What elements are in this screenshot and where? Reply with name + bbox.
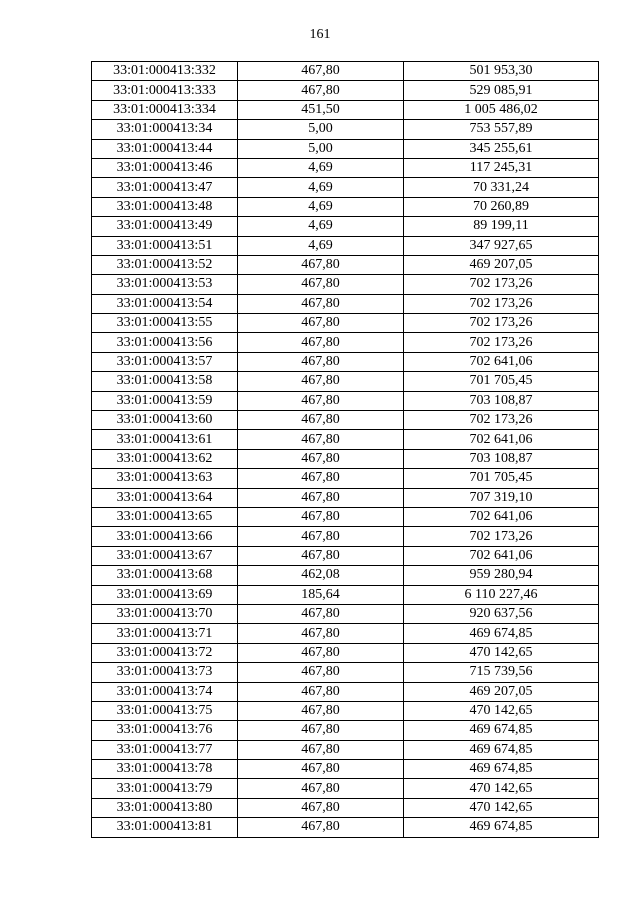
cadastral-value-cell: 469 207,05: [404, 682, 599, 701]
area-cell: 467,80: [238, 372, 404, 391]
table-row: [92, 430, 599, 449]
table-row: [92, 449, 599, 468]
cadastral-number-cell: 33:01:000413:67: [92, 546, 238, 565]
cadastral-value-cell: 702 173,26: [404, 314, 599, 333]
cadastral-number-cell: 33:01:000413:56: [92, 333, 238, 352]
cadastral-number-cell: 33:01:000413:61: [92, 430, 238, 449]
table-row: [92, 158, 599, 177]
area-cell: 4,69: [238, 158, 404, 177]
area-cell: 185,64: [238, 585, 404, 604]
cadastral-number-cell: 33:01:000413:68: [92, 566, 238, 585]
cadastral-value-cell: 959 280,94: [404, 566, 599, 585]
table-row: [92, 120, 599, 139]
cadastral-number-cell: 33:01:000413:73: [92, 663, 238, 682]
area-cell: 467,80: [238, 740, 404, 759]
area-cell: 5,00: [238, 120, 404, 139]
cadastral-number-cell: 33:01:000413:62: [92, 449, 238, 468]
table-row: [92, 62, 599, 81]
cadastral-number-cell: 33:01:000413:80: [92, 798, 238, 817]
area-cell: 451,50: [238, 100, 404, 119]
table-row: [92, 255, 599, 274]
cadastral-number-cell: 33:01:000413:66: [92, 527, 238, 546]
cadastral-value-cell: 701 705,45: [404, 469, 599, 488]
table-row: [92, 81, 599, 100]
table-row: [92, 566, 599, 585]
cadastral-number-cell: 33:01:000413:72: [92, 643, 238, 662]
cadastral-number-cell: 33:01:000413:51: [92, 236, 238, 255]
cadastral-value-cell: 702 173,26: [404, 411, 599, 430]
area-cell: 467,80: [238, 507, 404, 526]
cadastral-number-cell: 33:01:000413:55: [92, 314, 238, 333]
cadastral-value-cell: 702 173,26: [404, 527, 599, 546]
table-row: [92, 818, 599, 837]
cadastral-number-cell: 33:01:000413:64: [92, 488, 238, 507]
table-row: [92, 604, 599, 623]
table-row: [92, 740, 599, 759]
table-row: [92, 624, 599, 643]
area-cell: 467,80: [238, 411, 404, 430]
table-row: [92, 178, 599, 197]
cadastral-value-cell: 715 739,56: [404, 663, 599, 682]
page-number: 161: [309, 27, 331, 42]
area-cell: 467,80: [238, 624, 404, 643]
cadastral-number-cell: 33:01:000413:334: [92, 100, 238, 119]
table-row: [92, 585, 599, 604]
table-row: [92, 546, 599, 565]
cadastral-value-cell: 347 927,65: [404, 236, 599, 255]
table-row: [92, 391, 599, 410]
area-cell: 467,80: [238, 701, 404, 720]
table-row: [92, 352, 599, 371]
table-row: [92, 275, 599, 294]
area-cell: 467,80: [238, 352, 404, 371]
area-cell: 467,80: [238, 294, 404, 313]
cadastral-number-cell: 33:01:000413:77: [92, 740, 238, 759]
table-row: [92, 488, 599, 507]
cadastral-number-cell: 33:01:000413:78: [92, 760, 238, 779]
cadastral-number-cell: 33:01:000413:76: [92, 721, 238, 740]
area-cell: 462,08: [238, 566, 404, 585]
cadastral-number-cell: 33:01:000413:48: [92, 197, 238, 216]
cadastral-value-cell: 702 173,26: [404, 294, 599, 313]
cadastral-value-cell: 701 705,45: [404, 372, 599, 391]
table-row: [92, 507, 599, 526]
cadastral-number-cell: 33:01:000413:60: [92, 411, 238, 430]
cadastral-value-cell: 469 674,85: [404, 740, 599, 759]
cadastral-value-cell: 470 142,65: [404, 701, 599, 720]
area-cell: 4,69: [238, 197, 404, 216]
cadastral-number-cell: 33:01:000413:49: [92, 217, 238, 236]
cadastral-number-cell: 33:01:000413:52: [92, 255, 238, 274]
area-cell: 467,80: [238, 779, 404, 798]
cadastral-value-cell: 501 953,30: [404, 62, 599, 81]
cadastral-number-cell: 33:01:000413:75: [92, 701, 238, 720]
table-row: [92, 333, 599, 352]
cadastral-value-cell: 117 245,31: [404, 158, 599, 177]
cadastral-value-cell: 529 085,91: [404, 81, 599, 100]
cadastral-value-cell: 469 207,05: [404, 255, 599, 274]
cadastral-value-cell: 1 005 486,02: [404, 100, 599, 119]
cadastral-value-cell: 89 199,11: [404, 217, 599, 236]
cadastral-value-cell: 70 331,24: [404, 178, 599, 197]
cadastral-value-cell: 469 674,85: [404, 624, 599, 643]
table-row: [92, 779, 599, 798]
area-cell: 467,80: [238, 663, 404, 682]
area-cell: 5,00: [238, 139, 404, 158]
table-row: [92, 643, 599, 662]
cadastral-number-cell: 33:01:000413:69: [92, 585, 238, 604]
cadastral-number-cell: 33:01:000413:65: [92, 507, 238, 526]
area-cell: 467,80: [238, 643, 404, 662]
cadastral-number-cell: 33:01:000413:34: [92, 120, 238, 139]
table-row: [92, 721, 599, 740]
cadastral-value-cell: 469 674,85: [404, 818, 599, 837]
area-cell: 467,80: [238, 275, 404, 294]
cadastral-value-cell: 920 637,56: [404, 604, 599, 623]
area-cell: 467,80: [238, 391, 404, 410]
cadastral-value-cell: 470 142,65: [404, 779, 599, 798]
area-cell: 467,80: [238, 62, 404, 81]
cadastral-number-cell: 33:01:000413:44: [92, 139, 238, 158]
area-cell: 467,80: [238, 721, 404, 740]
table-row: [92, 236, 599, 255]
cadastral-value-cell: 702 641,06: [404, 507, 599, 526]
cadastral-value-cell: 470 142,65: [404, 798, 599, 817]
cadastral-value-cell: 707 319,10: [404, 488, 599, 507]
cadastral-number-cell: 33:01:000413:70: [92, 604, 238, 623]
table-row: [92, 663, 599, 682]
cadastral-number-cell: 33:01:000413:74: [92, 682, 238, 701]
area-cell: 467,80: [238, 488, 404, 507]
cadastral-value-cell: 703 108,87: [404, 449, 599, 468]
table-row: [92, 294, 599, 313]
cadastral-value-cell: 70 260,89: [404, 197, 599, 216]
table-row: [92, 760, 599, 779]
table-row: [92, 217, 599, 236]
area-cell: 467,80: [238, 546, 404, 565]
cadastral-value-cell: 703 108,87: [404, 391, 599, 410]
cadastral-value-cell: 753 557,89: [404, 120, 599, 139]
cadastral-number-cell: 33:01:000413:333: [92, 81, 238, 100]
area-cell: 467,80: [238, 255, 404, 274]
cadastral-value-cell: 345 255,61: [404, 139, 599, 158]
area-cell: 467,80: [238, 682, 404, 701]
cadastral-value-cell: 702 641,06: [404, 546, 599, 565]
cadastral-value-cell: 702 173,26: [404, 275, 599, 294]
cadastral-number-cell: 33:01:000413:57: [92, 352, 238, 371]
area-cell: 467,80: [238, 449, 404, 468]
table-row: [92, 411, 599, 430]
table-row: [92, 682, 599, 701]
table-row: [92, 314, 599, 333]
cadastral-number-cell: 33:01:000413:46: [92, 158, 238, 177]
cadastral-value-cell: 6 110 227,46: [404, 585, 599, 604]
table-row: [92, 527, 599, 546]
cadastral-number-cell: 33:01:000413:58: [92, 372, 238, 391]
area-cell: 467,80: [238, 333, 404, 352]
area-cell: 467,80: [238, 430, 404, 449]
area-cell: 467,80: [238, 314, 404, 333]
area-cell: 467,80: [238, 469, 404, 488]
area-cell: 467,80: [238, 798, 404, 817]
area-cell: 4,69: [238, 236, 404, 255]
cadastral-number-cell: 33:01:000413:81: [92, 818, 238, 837]
cadastral-number-cell: 33:01:000413:53: [92, 275, 238, 294]
table-row: [92, 701, 599, 720]
cadastral-value-cell: 702 641,06: [404, 430, 599, 449]
cadastral-number-cell: 33:01:000413:71: [92, 624, 238, 643]
cadastral-value-table: [91, 61, 599, 838]
area-cell: 467,80: [238, 81, 404, 100]
table-body: [92, 62, 599, 838]
cadastral-number-cell: 33:01:000413:332: [92, 62, 238, 81]
cadastral-number-cell: 33:01:000413:47: [92, 178, 238, 197]
cadastral-number-cell: 33:01:000413:54: [92, 294, 238, 313]
table-row: [92, 372, 599, 391]
table-row: [92, 798, 599, 817]
table-row: [92, 469, 599, 488]
cadastral-value-cell: 702 641,06: [404, 352, 599, 371]
area-cell: 4,69: [238, 178, 404, 197]
cadastral-value-cell: 702 173,26: [404, 333, 599, 352]
cadastral-value-cell: 469 674,85: [404, 760, 599, 779]
cadastral-value-cell: 470 142,65: [404, 643, 599, 662]
cadastral-number-cell: 33:01:000413:79: [92, 779, 238, 798]
area-cell: 467,80: [238, 760, 404, 779]
area-cell: 467,80: [238, 818, 404, 837]
table-row: [92, 197, 599, 216]
area-cell: 4,69: [238, 217, 404, 236]
table-row: [92, 100, 599, 119]
area-cell: 467,80: [238, 604, 404, 623]
cadastral-number-cell: 33:01:000413:59: [92, 391, 238, 410]
cadastral-value-cell: 469 674,85: [404, 721, 599, 740]
area-cell: 467,80: [238, 527, 404, 546]
cadastral-number-cell: 33:01:000413:63: [92, 469, 238, 488]
table-row: [92, 139, 599, 158]
